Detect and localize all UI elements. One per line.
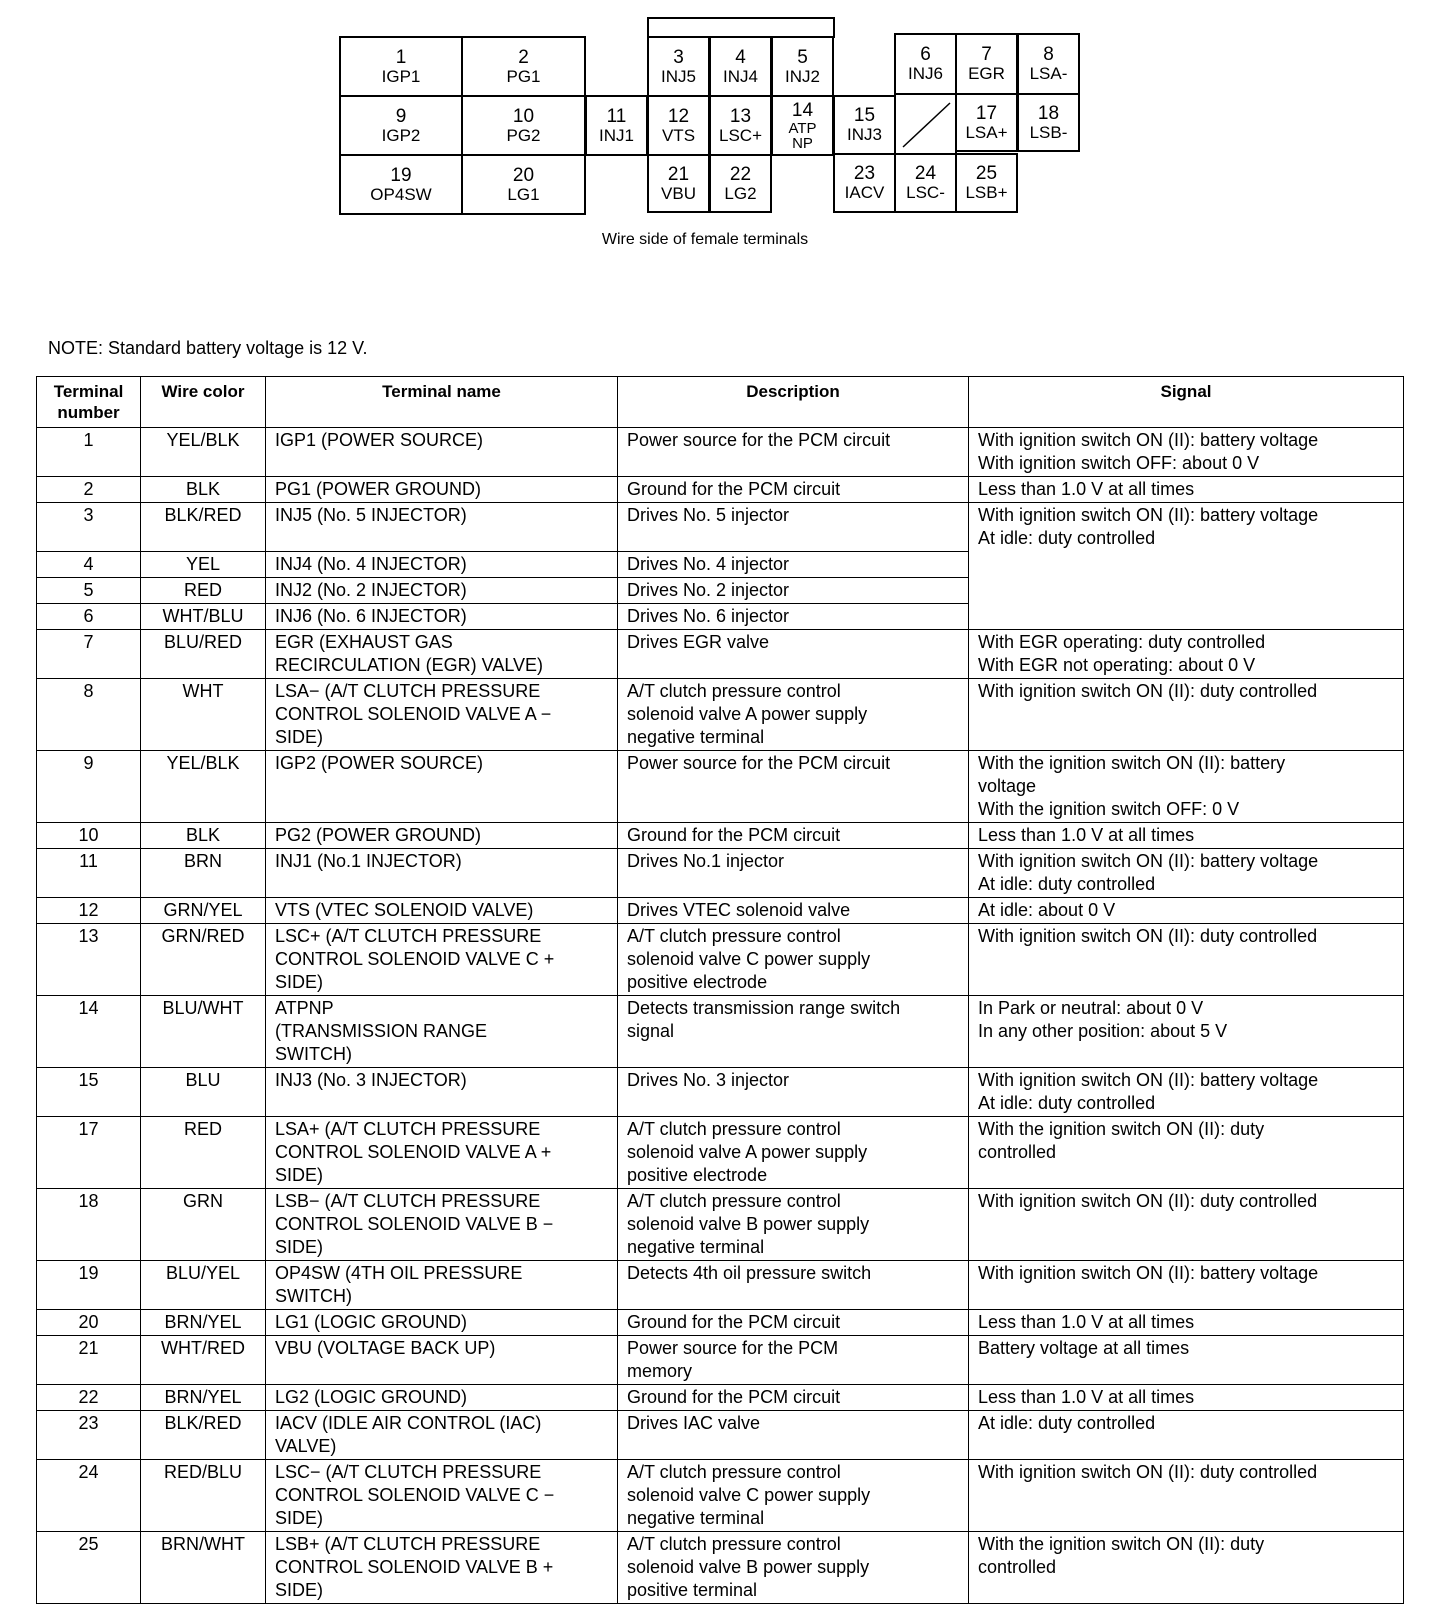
terminal-name-cell: LSC− (A/T CLUTCH PRESSURE CONTROL SOLENOID VALVE C − SIDE) (266, 1459, 618, 1531)
wire-color-cell: GRN/YEL (141, 897, 266, 923)
terminal-number-cell: 9 (37, 750, 141, 822)
terminal-number-cell: 7 (37, 629, 141, 678)
table-row (37, 1067, 1404, 1116)
terminal-cell-number: 17 (975, 102, 998, 124)
signal-cell: With ignition switch ON (II): battery voltage At idle: duty controlled (969, 848, 1404, 897)
signal-cell: With the ignition switch ON (II): duty controlled (969, 1116, 1404, 1188)
wire-color-cell: WHT (141, 678, 266, 750)
wire-color-cell: BRN/WHT (141, 1531, 266, 1603)
terminal-cell-number: 25 (975, 163, 998, 184)
terminal-cell-number: 15 (853, 105, 876, 126)
signal-cell: With EGR operating: duty controlled With EGR not operating: about 0 V (969, 629, 1404, 678)
table-row (37, 629, 1404, 678)
wire-color-cell: GRN/RED (141, 923, 266, 995)
terminal-cell-18 (1017, 93, 1080, 152)
table-row (37, 1309, 1404, 1335)
wire-color-cell: YEL/BLK (141, 750, 266, 822)
terminal-cell-4 (709, 36, 772, 97)
terminal-cell-20 (461, 154, 586, 215)
signal-cell: Less than 1.0 V at all times (969, 1309, 1404, 1335)
terminal-name-cell: INJ3 (No. 3 INJECTOR) (266, 1067, 618, 1116)
description-cell: Drives No. 4 injector (618, 551, 969, 577)
connector-diagram (0, 0, 1440, 260)
table-row (37, 848, 1404, 897)
description-cell: Ground for the PCM circuit (618, 1309, 969, 1335)
terminal-number-cell: 2 (37, 477, 141, 503)
terminal-cell-12 (647, 95, 710, 156)
description-cell: A/T clutch pressure control solenoid valve B power supply positive terminal (618, 1531, 969, 1603)
terminal-name-cell: LSB+ (A/T CLUTCH PRESSURE CONTROL SOLENOID VALVE B + SIDE) (266, 1531, 618, 1603)
description-cell: A/T clutch pressure control solenoid valve B power supply negative terminal (618, 1188, 969, 1260)
terminal-name-cell: INJ1 (No.1 INJECTOR) (266, 848, 618, 897)
signal-cell: At idle: about 0 V (969, 897, 1404, 923)
wire-color-cell: RED (141, 1116, 266, 1188)
terminal-number-cell: 1 (37, 428, 141, 477)
terminal-name-cell: ATPNP (TRANSMISSION RANGE SWITCH) (266, 995, 618, 1067)
terminal-name-cell: LG2 (LOGIC GROUND) (266, 1384, 618, 1410)
terminal-name-cell: IGP1 (POWER SOURCE) (266, 428, 618, 477)
terminal-number-cell: 25 (37, 1531, 141, 1603)
wire-color-cell: YEL/BLK (141, 428, 266, 477)
header-terminal-name: Terminal name (266, 377, 618, 428)
table-row (37, 1116, 1404, 1188)
terminal-cell-number: 12 (667, 105, 690, 127)
wire-color-cell: RED (141, 577, 266, 603)
terminal-cell-7 (955, 33, 1018, 95)
terminal-cell-number: 8 (1043, 44, 1054, 65)
signal-cell: With ignition switch ON (II): duty controlled (969, 923, 1404, 995)
description-cell: Drives No. 5 injector (618, 503, 969, 552)
wire-color-cell: YEL (141, 551, 266, 577)
wire-color-cell: BLK/RED (141, 1410, 266, 1459)
table-row (37, 477, 1404, 503)
terminal-name-cell: INJ5 (No. 5 INJECTOR) (266, 503, 618, 552)
terminal-cell-label: LG1 (507, 184, 540, 204)
terminal-cell-number: 9 (395, 105, 407, 127)
terminal-cell-number: 24 (914, 163, 937, 184)
wire-color-cell: BLU (141, 1067, 266, 1116)
terminal-cell-15 (833, 95, 896, 155)
terminal-cell-8 (1017, 33, 1080, 95)
description-cell: Ground for the PCM circuit (618, 1384, 969, 1410)
signal-cell: With ignition switch ON (II): duty controlled (969, 1188, 1404, 1260)
terminal-cell-21 (647, 154, 710, 213)
terminal-cell-number: 21 (667, 163, 690, 185)
terminal-cell-10 (461, 95, 586, 156)
terminal-number-cell: 10 (37, 822, 141, 848)
signal-cell: With ignition switch ON (II): battery voltage With ignition switch OFF: about 0 V (969, 428, 1404, 477)
terminal-cell-number: 19 (390, 164, 412, 186)
terminal-cell-22 (709, 154, 772, 213)
terminal-cell-label: PG2 (506, 125, 541, 145)
terminal-number-cell: 21 (37, 1335, 141, 1384)
wire-color-cell: BRN (141, 848, 266, 897)
description-cell: Detects transmission range switch signal (618, 995, 969, 1067)
table-row (37, 551, 1404, 577)
table-row (37, 1410, 1404, 1459)
terminal-cell-6 (894, 33, 957, 95)
terminal-number-cell: 14 (37, 995, 141, 1067)
table-row (37, 822, 1404, 848)
terminal-cell-23 (833, 153, 896, 213)
wire-color-cell: BRN/YEL (141, 1384, 266, 1410)
terminal-cell-1 (339, 36, 463, 97)
table-row (37, 750, 1404, 822)
header-description: Description (618, 377, 969, 428)
terminal-cell-label: INJ6 (908, 64, 943, 83)
signal-cell (969, 551, 1404, 577)
terminal-cell-17 (955, 93, 1018, 152)
terminal-cell-label: INJ2 (785, 66, 820, 86)
wire-color-cell: WHT/RED (141, 1335, 266, 1384)
table-row (37, 577, 1404, 603)
signal-cell: With the ignition switch ON (II): battery voltage With the ignition switch OFF: 0 V (969, 750, 1404, 822)
wire-color-cell: GRN (141, 1188, 266, 1260)
terminal-name-cell: LSB− (A/T CLUTCH PRESSURE CONTROL SOLENOID VALVE B − SIDE) (266, 1188, 618, 1260)
terminal-cell-label: IACV (844, 183, 885, 202)
description-cell: Drives No. 2 injector (618, 577, 969, 603)
table-row (37, 1384, 1404, 1410)
terminal-cell-label: LG2 (724, 183, 757, 203)
empty-terminal-16 (901, 101, 952, 149)
terminal-name-cell: LG1 (LOGIC GROUND) (266, 1309, 618, 1335)
terminal-cell-number: 1 (395, 46, 407, 68)
terminal-cell-label: VBU (661, 183, 696, 203)
table-row (37, 923, 1404, 995)
terminal-name-cell: LSA+ (A/T CLUTCH PRESSURE CONTROL SOLENOID VALVE A + SIDE) (266, 1116, 618, 1188)
header-signal: Signal (969, 377, 1404, 428)
description-cell: Drives VTEC solenoid valve (618, 897, 969, 923)
terminal-name-cell: LSA− (A/T CLUTCH PRESSURE CONTROL SOLENOID VALVE A − SIDE) (266, 678, 618, 750)
terminal-number-cell: 3 (37, 503, 141, 552)
terminal-cell-9 (339, 95, 463, 156)
signal-cell: Less than 1.0 V at all times (969, 477, 1404, 503)
header-terminal-number: Terminal number (37, 377, 141, 428)
battery-voltage-note: NOTE: Standard battery voltage is 12 V. (48, 338, 368, 358)
terminal-cell-number: 22 (729, 163, 752, 185)
terminal-cell-number: 14 (791, 99, 814, 121)
terminal-cell-label: LSA+ (965, 122, 1008, 142)
table-row (37, 1531, 1404, 1603)
terminal-number-cell: 18 (37, 1188, 141, 1260)
description-cell: A/T clutch pressure control solenoid valve C power supply positive electrode (618, 923, 969, 995)
table-row (37, 1459, 1404, 1531)
terminal-cell-label: LSC- (906, 183, 945, 202)
terminal-name-cell: PG2 (POWER GROUND) (266, 822, 618, 848)
description-cell: Power source for the PCM circuit (618, 428, 969, 477)
header-wire-color: Wire color (141, 377, 266, 428)
wire-color-cell: BLU/RED (141, 629, 266, 678)
description-cell: Drives No. 6 injector (618, 603, 969, 629)
terminal-cell-number: 5 (797, 46, 808, 68)
terminal-cell-label: LSB+ (965, 183, 1008, 202)
terminal-number-cell: 8 (37, 678, 141, 750)
wire-color-cell: BLU/WHT (141, 995, 266, 1067)
terminal-number-cell: 17 (37, 1116, 141, 1188)
terminal-number-cell: 20 (37, 1309, 141, 1335)
terminal-cell-5 (771, 36, 834, 97)
table-row (37, 1188, 1404, 1260)
terminal-table (36, 376, 1404, 1604)
table-header-row (37, 377, 1404, 428)
signal-cell: With ignition switch ON (II): battery voltage At idle: duty controlled (969, 503, 1404, 552)
signal-cell: In Park or neutral: about 0 V In any other position: about 5 V (969, 995, 1404, 1067)
terminal-number-cell: 5 (37, 577, 141, 603)
terminal-number-cell: 11 (37, 848, 141, 897)
terminal-cell-number: 3 (673, 46, 684, 68)
terminal-name-cell: VBU (VOLTAGE BACK UP) (266, 1335, 618, 1384)
table-row (37, 678, 1404, 750)
terminal-number-cell: 6 (37, 603, 141, 629)
wire-color-cell: BRN/YEL (141, 1309, 266, 1335)
terminal-name-cell: INJ6 (No. 6 INJECTOR) (266, 603, 618, 629)
terminal-cell-number: 11 (606, 105, 627, 127)
signal-cell: Less than 1.0 V at all times (969, 1384, 1404, 1410)
signal-cell: At idle: duty controlled (969, 1410, 1404, 1459)
description-cell: A/T clutch pressure control solenoid valve C power supply negative terminal (618, 1459, 969, 1531)
terminal-cell-label: IGP2 (381, 125, 421, 145)
terminal-number-cell: 24 (37, 1459, 141, 1531)
wire-color-cell: BLK (141, 822, 266, 848)
signal-cell: With ignition switch ON (II): battery voltage (969, 1260, 1404, 1309)
terminal-number-cell: 23 (37, 1410, 141, 1459)
description-cell: A/T clutch pressure control solenoid valve A power supply positive electrode (618, 1116, 969, 1188)
description-cell: Power source for the PCM circuit (618, 750, 969, 822)
terminal-name-cell: INJ4 (No. 4 INJECTOR) (266, 551, 618, 577)
table-row (37, 603, 1404, 629)
connector-caption: Wire side of female terminals (601, 231, 809, 248)
terminal-cell-label: PG1 (506, 66, 541, 86)
wire-color-cell: BLU/YEL (141, 1260, 266, 1309)
description-cell: Power source for the PCM memory (618, 1335, 969, 1384)
table-row (37, 1335, 1404, 1384)
table-row (37, 428, 1404, 477)
terminal-cell-number: 20 (512, 164, 535, 186)
terminal-name-cell: LSC+ (A/T CLUTCH PRESSURE CONTROL SOLENOID VALVE C + SIDE) (266, 923, 618, 995)
terminal-cell-label: LSB- (1029, 122, 1068, 142)
terminal-cell-25 (955, 153, 1018, 213)
signal-cell: Less than 1.0 V at all times (969, 822, 1404, 848)
terminal-cell-24 (894, 153, 957, 213)
terminal-cell-label: INJ3 (847, 125, 882, 144)
signal-cell: Battery voltage at all times (969, 1335, 1404, 1384)
terminal-name-cell: EGR (EXHAUST GAS RECIRCULATION (EGR) VALVE) (266, 629, 618, 678)
terminal-name-cell: PG1 (POWER GROUND) (266, 477, 618, 503)
terminal-cell-label: ATP NP (788, 119, 817, 152)
table-row (37, 995, 1404, 1067)
description-cell: Detects 4th oil pressure switch (618, 1260, 969, 1309)
terminal-number-cell: 4 (37, 551, 141, 577)
terminal-cell-label: VTS (661, 125, 696, 145)
signal-cell: With ignition switch ON (II): duty controlled (969, 1459, 1404, 1531)
signal-cell: With ignition switch ON (II): battery voltage At idle: duty controlled (969, 1067, 1404, 1116)
description-cell: Ground for the PCM circuit (618, 822, 969, 848)
signal-cell: With the ignition switch ON (II): duty controlled (969, 1531, 1404, 1603)
description-cell: Drives IAC valve (618, 1410, 969, 1459)
terminal-cell-14 (771, 95, 834, 156)
terminal-number-cell: 13 (37, 923, 141, 995)
signal-cell (969, 577, 1404, 603)
terminal-cell-2 (461, 36, 586, 97)
terminal-cell-11 (585, 95, 648, 156)
signal-cell (969, 603, 1404, 629)
description-cell: Drives No.1 injector (618, 848, 969, 897)
wire-color-cell: BLK (141, 477, 266, 503)
terminal-number-cell: 22 (37, 1384, 141, 1410)
connector-tab (647, 17, 835, 38)
description-cell: Drives EGR valve (618, 629, 969, 678)
table-row (37, 1260, 1404, 1309)
table-row (37, 897, 1404, 923)
terminal-cell-label: LSA- (1029, 64, 1068, 83)
description-cell: Ground for the PCM circuit (618, 477, 969, 503)
description-cell: A/T clutch pressure control solenoid valve A power supply negative terminal (618, 678, 969, 750)
terminal-number-cell: 19 (37, 1260, 141, 1309)
terminal-cell-number: 2 (518, 46, 529, 68)
description-cell: Drives No. 3 injector (618, 1067, 969, 1116)
terminal-cell-number: 6 (920, 44, 931, 65)
terminal-name-cell: OP4SW (4TH OIL PRESSURE SWITCH) (266, 1260, 618, 1309)
terminal-name-cell: IACV (IDLE AIR CONTROL (IAC) VALVE) (266, 1410, 618, 1459)
terminal-cell-label: IGP1 (381, 66, 421, 86)
terminal-cell-label: INJ5 (661, 66, 696, 86)
terminal-number-cell: 12 (37, 897, 141, 923)
terminal-cell-label: INJ1 (599, 125, 634, 145)
terminal-number-cell: 15 (37, 1067, 141, 1116)
terminal-cell-label: INJ4 (723, 66, 758, 86)
table-row (37, 503, 1404, 552)
terminal-cell-number: 13 (729, 105, 752, 127)
terminal-cell-number: 7 (981, 44, 992, 65)
terminal-name-cell: VTS (VTEC SOLENOID VALVE) (266, 897, 618, 923)
terminal-cell-number: 23 (853, 163, 876, 184)
signal-cell: With ignition switch ON (II): duty controlled (969, 678, 1404, 750)
wire-color-cell: BLK/RED (141, 503, 266, 552)
terminal-name-cell: INJ2 (No. 2 INJECTOR) (266, 577, 618, 603)
terminal-name-cell: IGP2 (POWER SOURCE) (266, 750, 618, 822)
terminal-cell-number: 10 (512, 105, 535, 127)
wire-color-cell: RED/BLU (141, 1459, 266, 1531)
terminal-cell-label: LSC+ (719, 125, 762, 145)
terminal-cell-number: 4 (735, 46, 746, 68)
terminal-cell-label: OP4SW (370, 184, 432, 204)
terminal-cell-number: 18 (1037, 102, 1060, 124)
terminal-cell-19 (339, 154, 463, 215)
terminal-cell-3 (647, 36, 710, 97)
wire-color-cell: WHT/BLU (141, 603, 266, 629)
terminal-cell-label: EGR (968, 64, 1005, 83)
terminal-cell-13 (709, 95, 772, 156)
